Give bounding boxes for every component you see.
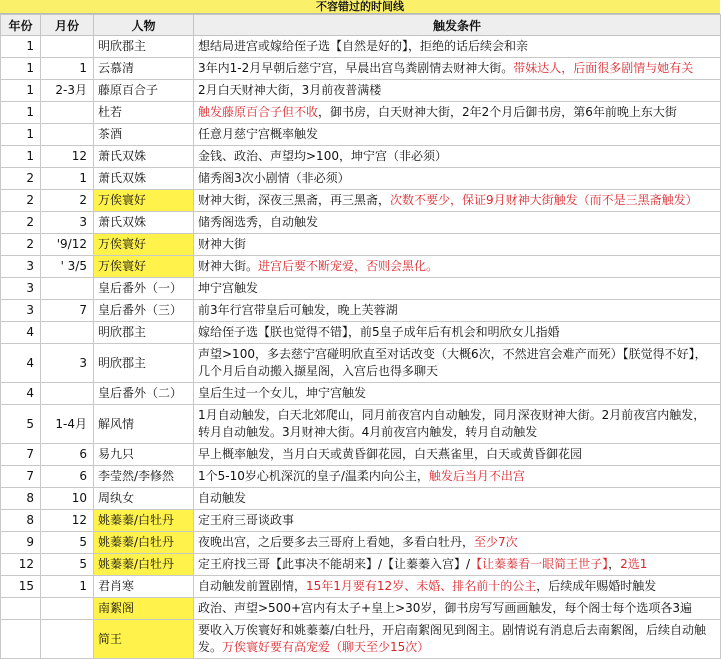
table-row bbox=[1, 488, 721, 510]
condition-highlight-text: 15年1月要有12岁、未婚、排名前十的公主 bbox=[306, 579, 537, 593]
condition-text: 财神大街，深夜三黑斋，再三黑斋， bbox=[198, 193, 391, 207]
condition-text: 夜晚出宫，之后要多去三哥府上看她，多看白牡丹， bbox=[198, 535, 475, 549]
condition-text: 财神大街。 bbox=[198, 259, 259, 273]
month-cell: 6 bbox=[41, 466, 94, 488]
month-cell: 2 bbox=[41, 190, 94, 212]
condition-highlight-text: 【让蓁蓁看一眼简王世子】 bbox=[470, 557, 609, 571]
condition-cell bbox=[194, 466, 721, 488]
condition-cell bbox=[194, 278, 721, 300]
month-cell: '9/12 bbox=[41, 234, 94, 256]
condition-cell bbox=[194, 405, 721, 444]
condition-cell bbox=[194, 234, 721, 256]
year-cell: 1 bbox=[1, 124, 41, 146]
year-cell bbox=[1, 598, 41, 620]
person-cell: 云慕清 bbox=[94, 58, 194, 80]
condition-highlight-text: 触发后当月不出宫 bbox=[428, 469, 525, 483]
year-cell bbox=[1, 620, 41, 659]
condition-cell bbox=[194, 620, 721, 659]
condition-cell bbox=[194, 168, 721, 190]
condition-text: 声望>100，多去慈宁宫碰明欣直至对话改变（大概6次，不然进宫会难产而死）【朕觉得不好】，几个月后自动搬入撷星阁，入宫后也得多聊天 bbox=[198, 347, 707, 378]
person-cell: 明欣郡主 bbox=[94, 36, 194, 58]
condition-text: ，后续成年赐婚时触发 bbox=[536, 579, 657, 593]
condition-text: 定王府找三哥【此事决不能胡来】/【让蓁蓁入宫】/ bbox=[198, 557, 471, 571]
year-cell: 9 bbox=[1, 532, 41, 554]
condition-text: 1月自动触发，白天北郊爬山，同月前夜宫内自动触发，同月深夜财神大街。2月前夜宫内触发，转月自动触发。3月财神大街。4月前夜宫内触发，转月自动触发 bbox=[198, 408, 706, 439]
sheet-title: 不容错过的时间线 bbox=[0, 0, 720, 14]
person-cell: 萧氏双姝 bbox=[94, 168, 194, 190]
person-cell: 藤原百合子 bbox=[94, 80, 194, 102]
condition-text: 2月白天财神大街，3月前夜普满楼 bbox=[198, 83, 382, 97]
person-cell: 皇后番外（三） bbox=[94, 300, 194, 322]
month-cell: 7 bbox=[41, 300, 94, 322]
condition-cell bbox=[194, 146, 721, 168]
condition-cell bbox=[194, 256, 721, 278]
condition-text: 自动触发前置剧情， bbox=[198, 579, 307, 593]
table-row bbox=[1, 554, 721, 576]
year-cell: 8 bbox=[1, 488, 41, 510]
year-cell: 2 bbox=[1, 190, 41, 212]
month-cell bbox=[41, 278, 94, 300]
month-cell bbox=[41, 620, 94, 659]
person-cell: 简王 bbox=[94, 620, 194, 659]
table-row bbox=[1, 620, 721, 659]
table-row bbox=[1, 58, 721, 80]
condition-text: ，御书房，白天财神大街，2年2个月后御书房，第6年前晚上东大街 bbox=[318, 105, 677, 119]
person-cell: 易九只 bbox=[94, 444, 194, 466]
header-person: 人物 bbox=[94, 15, 194, 36]
condition-text: 坤宁宫触发 bbox=[198, 281, 259, 295]
person-cell: 万俟寰好 bbox=[94, 234, 194, 256]
table-row bbox=[1, 212, 721, 234]
year-cell: 1 bbox=[1, 102, 41, 124]
person-cell: 万俟寰好 bbox=[94, 256, 194, 278]
person-cell: 姚蓁蓁/白牡丹 bbox=[94, 510, 194, 532]
year-cell: 1 bbox=[1, 146, 41, 168]
person-cell: 万俟寰好 bbox=[94, 190, 194, 212]
table-row bbox=[1, 36, 721, 58]
month-cell: 1-4月 bbox=[41, 405, 94, 444]
condition-text: 储秀阁选秀，自动触发 bbox=[198, 215, 319, 229]
condition-highlight-text: 2选1 bbox=[620, 557, 648, 571]
year-cell: 15 bbox=[1, 576, 41, 598]
condition-text: 皇后生过一个女儿，坤宁宫触发 bbox=[198, 386, 367, 400]
table-row bbox=[1, 466, 721, 488]
condition-text: 财神大街 bbox=[198, 237, 247, 251]
table-row bbox=[1, 256, 721, 278]
table-row bbox=[1, 405, 721, 444]
condition-text: 自动触发 bbox=[198, 491, 247, 505]
condition-highlight-text: 至少7次 bbox=[474, 535, 518, 549]
year-cell: 4 bbox=[1, 383, 41, 405]
table-row bbox=[1, 300, 721, 322]
condition-cell bbox=[194, 488, 721, 510]
person-cell: 姚蓁蓁/白牡丹 bbox=[94, 554, 194, 576]
year-cell: 4 bbox=[1, 344, 41, 383]
year-cell: 5 bbox=[1, 405, 41, 444]
month-cell bbox=[41, 124, 94, 146]
month-cell bbox=[41, 383, 94, 405]
condition-highlight-text: 带妹达人，后面很多剧情与她有关 bbox=[513, 61, 694, 75]
condition-text: 金钱、政治、声望均>100，坤宁宫（非必须） bbox=[198, 149, 447, 163]
month-cell bbox=[41, 102, 94, 124]
condition-text: 3年内1-2月早朝后慈宁宫，早晨出宫鸟粪剧情去财神大街。 bbox=[198, 61, 514, 75]
month-cell: 2-3月 bbox=[41, 80, 94, 102]
condition-highlight-text: 万俟寰好要有高宠爱（聊天至少15次） bbox=[222, 640, 430, 654]
condition-cell bbox=[194, 598, 721, 620]
condition-cell bbox=[194, 322, 721, 344]
person-cell: 姚蓁蓁/白牡丹 bbox=[94, 532, 194, 554]
person-cell: 萧氏双姝 bbox=[94, 146, 194, 168]
table-row bbox=[1, 598, 721, 620]
person-cell: 杜若 bbox=[94, 102, 194, 124]
condition-cell bbox=[194, 444, 721, 466]
table-row bbox=[1, 168, 721, 190]
condition-cell bbox=[194, 190, 721, 212]
year-cell: 1 bbox=[1, 36, 41, 58]
condition-cell bbox=[194, 510, 721, 532]
condition-cell bbox=[194, 58, 721, 80]
month-cell: 3 bbox=[41, 344, 94, 383]
year-cell: 1 bbox=[1, 58, 41, 80]
month-cell: 5 bbox=[41, 554, 94, 576]
table-body bbox=[1, 36, 721, 659]
month-cell: 10 bbox=[41, 488, 94, 510]
header-month: 月份 bbox=[41, 15, 94, 36]
table-row bbox=[1, 510, 721, 532]
year-cell: 4 bbox=[1, 322, 41, 344]
year-cell: 7 bbox=[1, 466, 41, 488]
month-cell: 3 bbox=[41, 212, 94, 234]
year-cell: 2 bbox=[1, 168, 41, 190]
year-cell: 2 bbox=[1, 234, 41, 256]
condition-text: 想结局进宫或嫁给侄子选【自然是好的】，拒绝的话后续会和亲 bbox=[198, 39, 529, 53]
condition-cell bbox=[194, 383, 721, 405]
month-cell: 12 bbox=[41, 510, 94, 532]
month-cell: 1 bbox=[41, 58, 94, 80]
month-cell bbox=[41, 598, 94, 620]
year-cell: 3 bbox=[1, 256, 41, 278]
condition-text: 储秀阁3次小剧情（非必须） bbox=[198, 171, 350, 185]
condition-cell bbox=[194, 36, 721, 58]
table-row bbox=[1, 344, 721, 383]
year-cell: 8 bbox=[1, 510, 41, 532]
condition-highlight-text: 进宫后要不断宠爱，否则会黑化。 bbox=[258, 259, 439, 273]
person-cell: 萧氏双姝 bbox=[94, 212, 194, 234]
person-cell: 皇后番外（二） bbox=[94, 383, 194, 405]
table-row bbox=[1, 444, 721, 466]
year-cell: 2 bbox=[1, 212, 41, 234]
person-cell: 明欣郡主 bbox=[94, 322, 194, 344]
condition-text: 任意月慈宁宫概率触发 bbox=[198, 127, 319, 141]
table-row bbox=[1, 80, 721, 102]
year-cell: 1 bbox=[1, 80, 41, 102]
condition-cell bbox=[194, 102, 721, 124]
month-cell bbox=[41, 36, 94, 58]
person-cell: 茶酒 bbox=[94, 124, 194, 146]
condition-text: 嫁给侄子选【朕也觉得不错】，前5皇子成年后有机会和明欣女儿指婚 bbox=[198, 325, 560, 339]
month-cell bbox=[41, 322, 94, 344]
table-row bbox=[1, 532, 721, 554]
month-cell: 1 bbox=[41, 576, 94, 598]
condition-cell bbox=[194, 576, 721, 598]
table-row bbox=[1, 278, 721, 300]
condition-cell bbox=[194, 554, 721, 576]
year-cell: 3 bbox=[1, 278, 41, 300]
person-cell: 解风情 bbox=[94, 405, 194, 444]
table-row bbox=[1, 124, 721, 146]
year-cell: 3 bbox=[1, 300, 41, 322]
table-row bbox=[1, 146, 721, 168]
month-cell: 12 bbox=[41, 146, 94, 168]
table-row bbox=[1, 190, 721, 212]
header-condition: 触发条件 bbox=[194, 15, 721, 36]
condition-cell bbox=[194, 80, 721, 102]
condition-highlight-text: 触发藤原百合子但不收 bbox=[198, 105, 319, 119]
month-cell: 5 bbox=[41, 532, 94, 554]
person-cell: 君肖寒 bbox=[94, 576, 194, 598]
condition-text: 1个5-10岁心机深沉的皇子/温柔内向公主， bbox=[198, 469, 429, 483]
condition-text: ， bbox=[608, 557, 621, 571]
condition-cell bbox=[194, 344, 721, 383]
condition-highlight-text: 次数不要少，保证9月财神大街触发（而不是三黑斋触发） bbox=[390, 193, 698, 207]
month-cell: ' 3/5 bbox=[41, 256, 94, 278]
year-cell: 7 bbox=[1, 444, 41, 466]
person-cell: 皇后番外（一） bbox=[94, 278, 194, 300]
condition-cell bbox=[194, 300, 721, 322]
condition-cell bbox=[194, 532, 721, 554]
header-row bbox=[1, 15, 721, 36]
table-row bbox=[1, 102, 721, 124]
table-row bbox=[1, 322, 721, 344]
month-cell: 1 bbox=[41, 168, 94, 190]
condition-text: 早上概率触发，当月白天或黄昏御花园，白天燕雀里，白天或黄昏御花园 bbox=[198, 447, 583, 461]
condition-cell bbox=[194, 124, 721, 146]
condition-text: 要收入万俟寰好和姚蓁蓁/白牡丹，开启南絮阁见到阁主。剧情说有消息后去南絮阁，后续自动触发。 bbox=[198, 623, 707, 654]
header-year: 年份 bbox=[1, 15, 41, 36]
year-cell: 12 bbox=[1, 554, 41, 576]
timeline-table bbox=[0, 14, 721, 659]
person-cell: 李莹然/李修然 bbox=[94, 466, 194, 488]
condition-text: 前3年行宫带皇后可触发，晚上芙蓉湖 bbox=[198, 303, 398, 317]
condition-text: 政治、声望>500+宫内有太子+皇上>30岁，御书房写写画画触发，每个阁士每个选项各3遍 bbox=[198, 601, 693, 615]
person-cell: 周纨女 bbox=[94, 488, 194, 510]
condition-text: 定王府三哥谈政事 bbox=[198, 513, 295, 527]
condition-cell bbox=[194, 212, 721, 234]
month-cell: 6 bbox=[41, 444, 94, 466]
person-cell: 南絮阁 bbox=[94, 598, 194, 620]
person-cell: 明欣郡主 bbox=[94, 344, 194, 383]
table-row bbox=[1, 576, 721, 598]
table-row bbox=[1, 234, 721, 256]
table-row bbox=[1, 383, 721, 405]
